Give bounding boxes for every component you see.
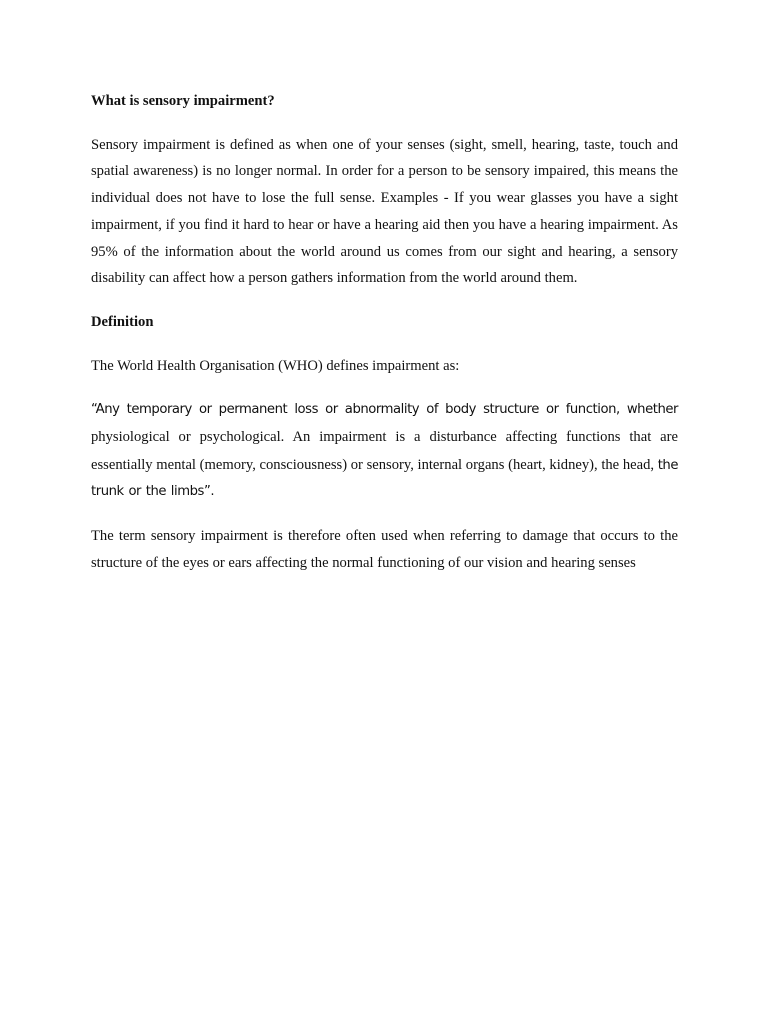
paragraph-sensory-definition: Sensory impairment is defined as when one of your senses (sight, smell, hearing, taste, touch and spatial awareness) is no longer normal. In order for a person to be sensory impaired, this means the individual does not have to lose the full sense. Examples - If you wear glasses you have a sight impairment, if you find it hard to hear or have a hearing aid then you have a hearing impairment. As 95% of the information about the world around us comes from our sight and hearing, a sensory disability can affect how a person gathers information from the world around them.	[91, 136, 678, 287]
who-quote-middle: physiological or psychological. An impairment is a disturbance affecting functions that are essentially mental (memory, consciousness) or sensory, internal organs (heart, kidney), the head,	[91, 429, 678, 473]
who-quote	[91, 396, 678, 506]
who-quote-end: the trunk or the limbs”.	[91, 457, 678, 500]
document-body	[91, 88, 678, 594]
section-heading-definition: Definition	[91, 313, 154, 330]
who-quote-start: “Any temporary or permanent loss or abnormality of body structure or function, whether	[91, 402, 678, 418]
section-heading-what-is: What is sensory impairment?	[91, 93, 275, 109]
paragraph-who-intro: The World Health Organisation (WHO) defines impairment as:	[91, 357, 460, 374]
paragraph-sensory-term: The term sensory impairment is therefore often used when referring to damage that occurs to the structure of the eyes or ears affecting the normal functioning of our vision and hearing senses	[91, 528, 678, 571]
